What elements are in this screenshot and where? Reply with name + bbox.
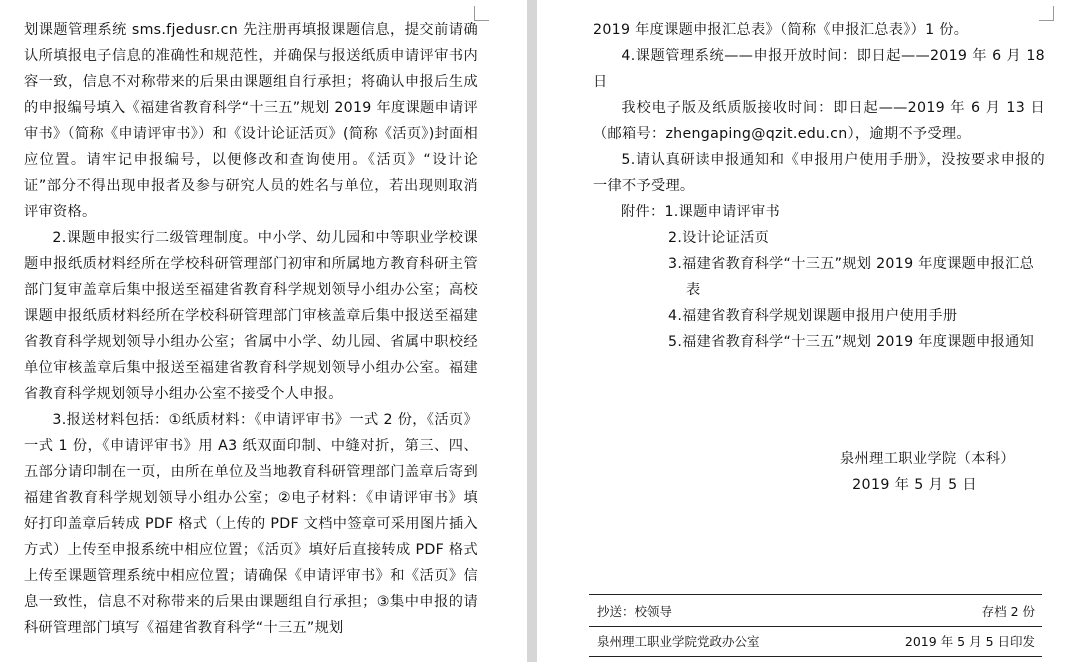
footer-rule-bottom: [589, 656, 1042, 657]
signature-organization: 泉州理工职业学院（本科）: [839, 451, 1015, 467]
cc-label: 抄送：校领导: [597, 604, 673, 619]
footer-cc-row: [597, 598, 1035, 624]
body-paragraph: 5.请认真研读申报通知和《申报用户使用手册》，没按要求申报的一律不予受理。: [593, 152, 1045, 194]
body-paragraph: 划课题管理系统 sms.fjedusr.cn 先注册再填报课题信息，提交前请确认所填报电子信息的准确性和规范性，并确保与报送纸质申请评审书内容一致，信息不对称带来的后果由课题组自行承担；将确认申报后生成的申报编号填入《福建省教育科学“十三五”规划 2019 年度课题申请评审书》（简称《申请评审书》）和《设计论证活页》(简称《活页》)封面相应位置。请牢记申报编号，以便修改和查询使用。《活页》“设计论证”部分不得出现申报者及参与研究人员的姓名与单位，若出现则取消评审资格。: [24, 22, 478, 220]
attachment-item-continuation: 表: [686, 282, 701, 298]
body-paragraph: 4.课题管理系统——申报开放时间：即日起——2019 年 6 月 18 日: [593, 48, 1045, 90]
body-paragraph: 2019 年度课题申报汇总表》（简称《申报汇总表》）1 份。: [593, 22, 969, 38]
issuer-office: 泉州理工职业学院党政办公室: [597, 634, 760, 649]
footer-rule-middle: [589, 626, 1042, 627]
body-paragraph: 我校电子版及纸质版接收时间：即日起——2019 年 6 月 13 日（邮箱号：zhengaping@qzit.edu.cn），逾期不予受理。: [593, 100, 1045, 142]
right-page: [537, 0, 1065, 662]
right-paragraphs: [593, 17, 1045, 199]
archive-count: 存档 2 份: [981, 604, 1035, 619]
left-page: [0, 0, 527, 662]
left-body-text: [24, 17, 478, 641]
footer-rule-top: [589, 594, 1042, 595]
signature-date: 2019 年 5 月 5 日: [852, 477, 977, 493]
footer-issuer-row: [597, 628, 1035, 654]
page-corner-mark: [474, 6, 489, 21]
attachment-item: 1.课题申请评审书: [664, 204, 781, 220]
issue-date: 2019 年 5 月 5 日印发: [904, 634, 1035, 649]
attachments-label: 附件：: [621, 204, 665, 220]
attachment-item: 5.福建省教育科学“十三五”规划 2019 年度课题申报通知: [668, 334, 1035, 350]
attachment-item: 4.福建省教育科学规划课题申报用户使用手册: [668, 308, 958, 324]
attachment-row-1: [593, 199, 1045, 225]
attachment-item: 2.设计论证活页: [668, 230, 770, 246]
body-paragraph: 2.课题申报实行二级管理制度。中小学、幼儿园和中等职业学校课题申报纸质材料经所在学校科研管理部门初审和所属地方教育科研主管部门复审盖章后集中报送至福建省教育科学规划领导小组办公室；高校课题申报纸质材料经所在学校科研管理部门审核盖章后集中报送至福建省教育科学规划领导小组办公室；省属中小学、幼儿园、省属中职校经单位审核盖章后集中报送至福建省教育科学规划领导小组办公室。福建省教育科学规划领导小组办公室不接受个人申报。: [24, 230, 478, 402]
right-body-text: [593, 17, 1045, 355]
attachment-item: 3.福建省教育科学“十三五”规划 2019 年度课题申报汇总: [668, 256, 1035, 272]
body-paragraph: 3.报送材料包括：①纸质材料：《申请评审书》一式 2 份，《活页》一式 1 份，《申请评审书》用 A3 纸双面印制、中缝对折，第三、四、五部分请印制在一页，由所在单位及当地教育科研管理部门盖章后寄到福建省教育科学规划领导小组办公室；②电子材料：《申请评审书》填好打印盖章后转成 PDF 格式（上传的 PDF 文档中签章可采用图片插入方式）上传至申报系统中相应位置；《活页》填好后直接转成 PDF 格式上传至课题管理系统中相应位置；请确保《申请评审书》和《活页》信息一致性，信息不对称带来的后果由课题组自行承担；③集中申报的请科研管理部门填写《福建省教育科学“十三五”规划: [24, 412, 478, 636]
page-corner-mark: [1039, 6, 1054, 21]
